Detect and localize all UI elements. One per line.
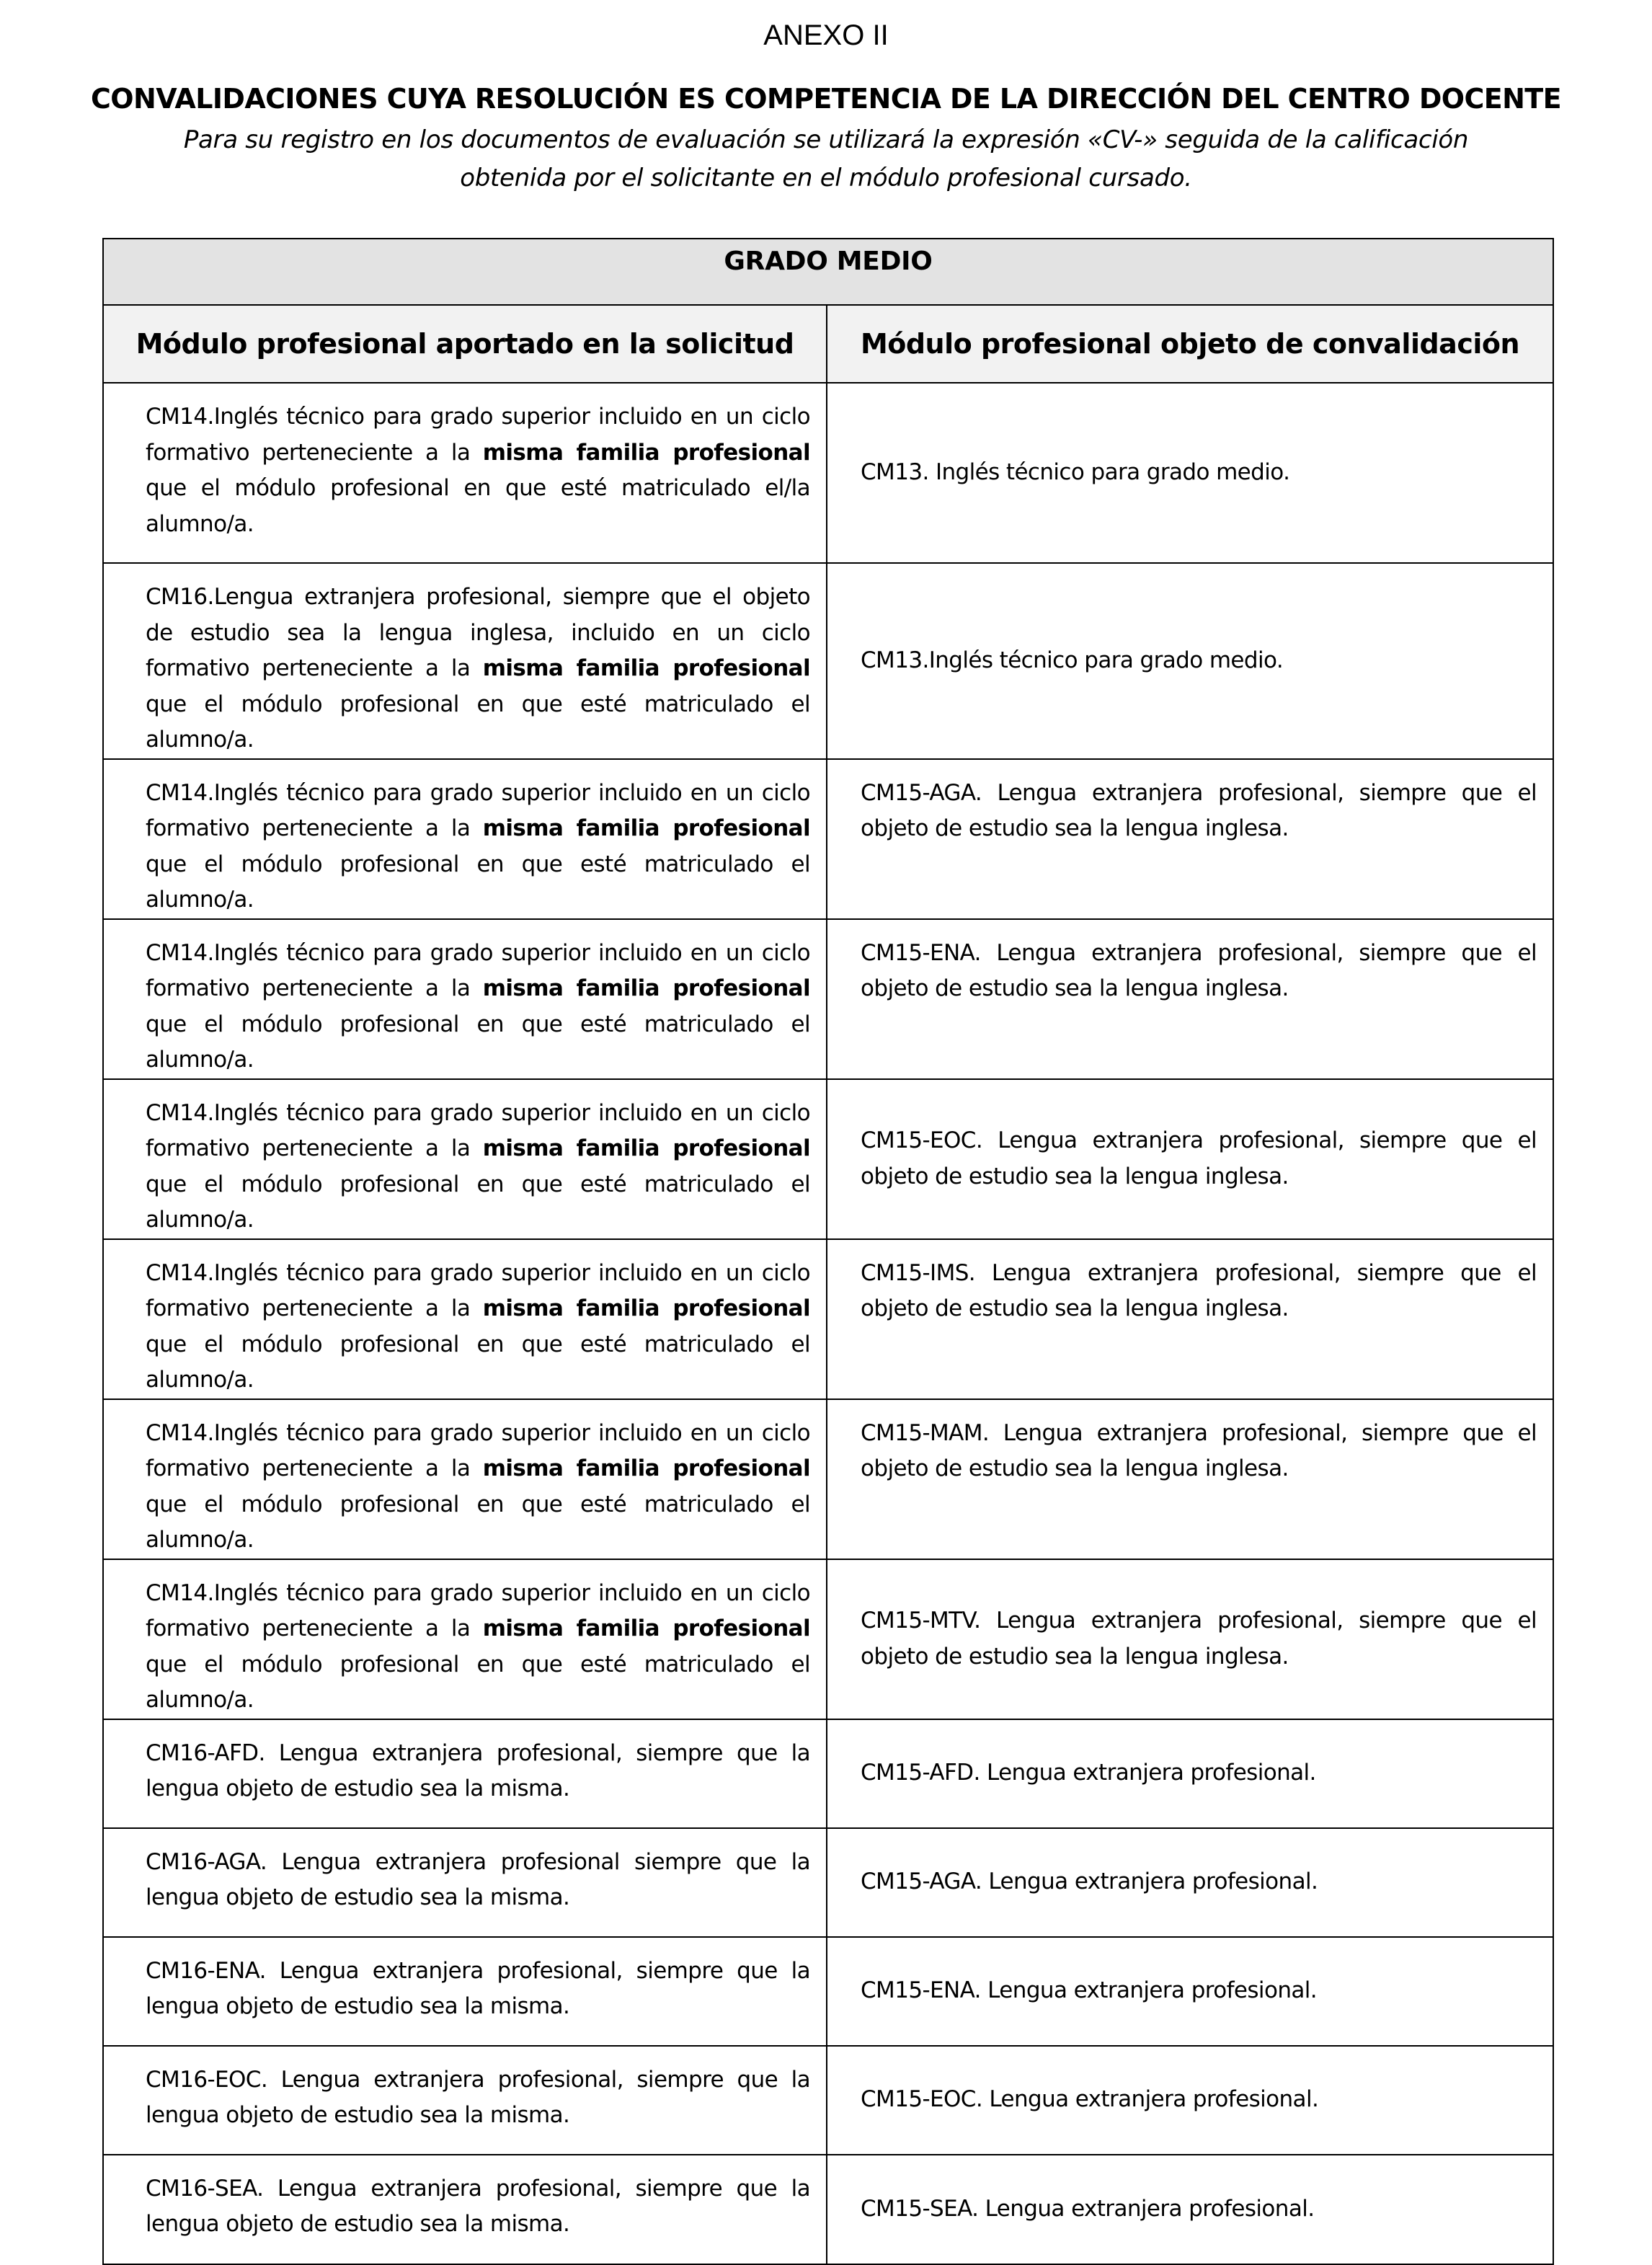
table-cell-provided-module: CM16.Lengua extranjera profesional, siempre que el objeto de estudio sea la lengua inglesa, incluido en un ciclo formativo perteneciente a la misma familia profesional que el módulo profesional en que esté matriculado el alumno/a. [103, 563, 827, 759]
convalidation-table [102, 238, 1554, 2265]
table-cell-target-module: CM13. Inglés técnico para grado medio. [827, 383, 1553, 563]
table-cell-provided-module: CM16-EOC. Lengua extranjera profesional, siempre que la lengua objeto de estudio sea la misma. [103, 2046, 827, 2155]
table-row [103, 1399, 1553, 1559]
emphasis-text: misma familia profesional [482, 1455, 811, 1481]
table-row [103, 919, 1553, 1079]
section-header: GRADO MEDIO [103, 239, 1553, 305]
table-cell-target-module: CM13.Inglés técnico para grado medio. [827, 563, 1553, 759]
emphasis-text: misma familia profesional [482, 439, 811, 466]
table-cell-provided-module: CM14.Inglés técnico para grado superior incluido en un ciclo formativo perteneciente a la misma familia profesional que el módulo profesional en que esté matriculado el alumno/a. [103, 1559, 827, 1719]
table-cell-target-module: CM15-MTV. Lengua extranjera profesional, siempre que el objeto de estudio sea la lengua inglesa. [827, 1559, 1553, 1719]
table-cell-target-module: CM15-ENA. Lengua extranjera profesional, siempre que el objeto de estudio sea la lengua inglesa. [827, 919, 1553, 1079]
table-cell-target-module: CM15-AGA. Lengua extranjera profesional. [827, 1828, 1553, 1937]
emphasis-text: misma familia profesional [482, 655, 811, 681]
table-row [103, 2046, 1553, 2155]
table-cell-provided-module: CM14.Inglés técnico para grado superior incluido en un ciclo formativo perteneciente a la misma familia profesional que el módulo profesional en que esté matriculado el alumno/a. [103, 1079, 827, 1239]
table-row [103, 1239, 1553, 1399]
table-row [103, 563, 1553, 759]
table-cell-target-module: CM15-EOC. Lengua extranjera profesional. [827, 2046, 1553, 2155]
emphasis-text: misma familia profesional [482, 1615, 811, 1641]
emphasis-text: misma familia profesional [482, 1135, 811, 1161]
table-cell-target-module: CM15-AGA. Lengua extranjera profesional, siempre que el objeto de estudio sea la lengua inglesa. [827, 759, 1553, 919]
table-cell-provided-module: CM14.Inglés técnico para grado superior incluido en un ciclo formativo perteneciente a la misma familia profesional que el módulo profesional en que esté matriculado el alumno/a. [103, 919, 827, 1079]
table-row [103, 1937, 1553, 2046]
table-row [103, 383, 1553, 563]
emphasis-text: misma familia profesional [482, 975, 811, 1001]
table-cell-provided-module: CM16-AFD. Lengua extranjera profesional, siempre que la lengua objeto de estudio sea la misma. [103, 1719, 827, 1828]
table-cell-provided-module: CM16-ENA. Lengua extranjera profesional, siempre que la lengua objeto de estudio sea la misma. [103, 1937, 827, 2046]
table-cell-provided-module: CM14.Inglés técnico para grado superior incluido en un ciclo formativo perteneciente a la misma familia profesional que el módulo profesional en que esté matriculado el alumno/a. [103, 1399, 827, 1559]
table-row [103, 1079, 1553, 1239]
table-cell-target-module: CM15-SEA. Lengua extranjera profesional. [827, 2155, 1553, 2264]
emphasis-text: misma familia profesional [482, 815, 811, 841]
section-header-row [103, 239, 1553, 305]
table-cell-provided-module: CM14.Inglés técnico para grado superior incluido en un ciclo formativo perteneciente a la misma familia profesional que el módulo profesional en que esté matriculado el alumno/a. [103, 759, 827, 919]
annex-label: ANEXO II [763, 19, 889, 51]
table-row [103, 1559, 1553, 1719]
column-header-left: Módulo profesional aportado en la solicitud [103, 305, 827, 383]
column-header-right: Módulo profesional objeto de convalidación [827, 305, 1553, 383]
table-cell-provided-module: CM14.Inglés técnico para grado superior incluido en un ciclo formativo perteneciente a la misma familia profesional que el módulo profesional en que esté matriculado el/la alumno/a. [103, 383, 827, 563]
table-cell-target-module: CM15-AFD. Lengua extranjera profesional. [827, 1719, 1553, 1828]
emphasis-text: misma familia profesional [482, 1295, 811, 1321]
table-cell-provided-module: CM16-AGA. Lengua extranjera profesional siempre que la lengua objeto de estudio sea la misma. [103, 1828, 827, 1937]
table-cell-provided-module: CM16-SEA. Lengua extranjera profesional, siempre que la lengua objeto de estudio sea la misma. [103, 2155, 827, 2264]
column-header-row [103, 305, 1553, 383]
table-row [103, 759, 1553, 919]
table-row [103, 1828, 1553, 1937]
table-cell-target-module: CM15-ENA. Lengua extranjera profesional. [827, 1937, 1553, 2046]
table-cell-target-module: CM15-MAM. Lengua extranjera profesional, siempre que el objeto de estudio sea la lengua inglesa. [827, 1399, 1553, 1559]
table-cell-provided-module: CM14.Inglés técnico para grado superior incluido en un ciclo formativo perteneciente a la misma familia profesional que el módulo profesional en que esté matriculado el alumno/a. [103, 1239, 827, 1399]
document-subtitle: Para su registro en los documentos de evaluación se utilizará la expresión «CV-» seguida de la calificación obtenida por el solicitante en el módulo profesional cursado. [183, 125, 1469, 192]
table-cell-target-module: CM15-EOC. Lengua extranjera profesional, siempre que el objeto de estudio sea la lengua inglesa. [827, 1079, 1553, 1239]
table-row [103, 1719, 1553, 1828]
table-row [103, 2155, 1553, 2264]
document-title: CONVALIDACIONES CUYA RESOLUCIÓN ES COMPETENCIA DE LA DIRECCIÓN DEL CENTRO DOCENTE [91, 83, 1561, 115]
table-cell-target-module: CM15-IMS. Lengua extranjera profesional, siempre que el objeto de estudio sea la lengua inglesa. [827, 1239, 1553, 1399]
